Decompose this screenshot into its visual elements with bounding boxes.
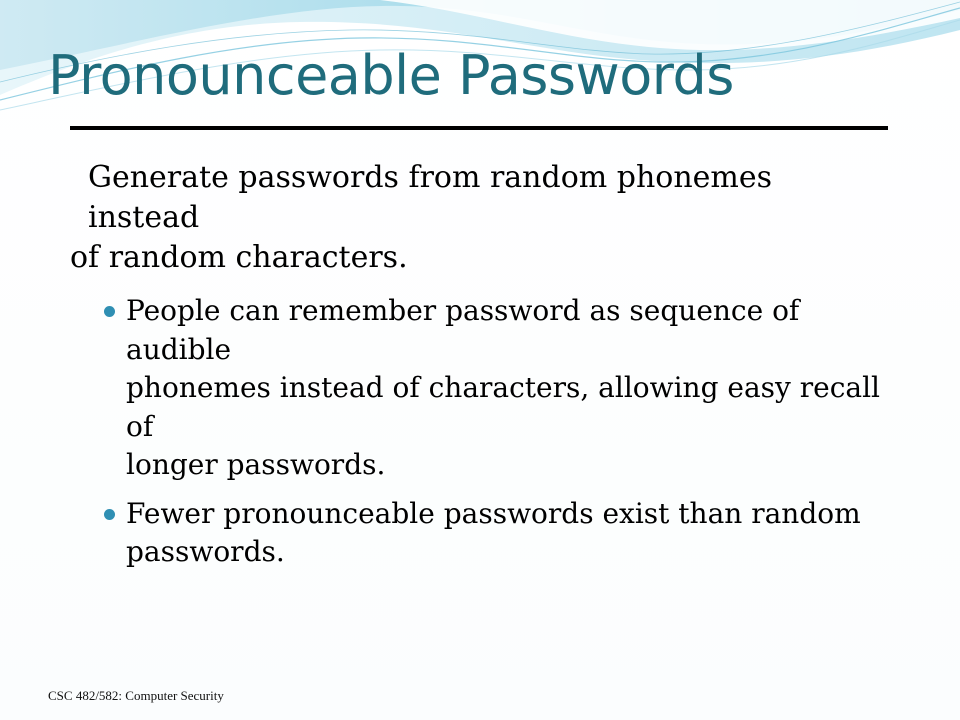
- lead-paragraph: [70, 158, 888, 278]
- bullet-dot-icon: [104, 509, 115, 520]
- title-underline: [70, 126, 888, 130]
- slide-footer: CSC 482/582: Computer Security: [48, 688, 224, 703]
- lead-line-1: Generate passwords from random phonemes instead: [88, 160, 773, 235]
- lead-line-2: of random characters.: [70, 240, 408, 275]
- slide-title: Pronounceable Passwords: [48, 44, 734, 107]
- bullet-dot-icon: [104, 306, 115, 317]
- bullet-item: [70, 292, 886, 485]
- bullet-line: passwords.: [126, 535, 285, 568]
- bullet-line: Fewer pronounceable passwords exist than random: [126, 496, 861, 530]
- bullet-list: [70, 292, 900, 572]
- bullet-line: longer passwords.: [126, 448, 386, 481]
- bullet-item: [70, 495, 886, 572]
- bullet-line: phonemes instead of characters, allowing easy recall of: [126, 371, 881, 443]
- slide-body: [70, 158, 900, 582]
- bullet-line: People can remember password as sequence of audible: [126, 294, 800, 366]
